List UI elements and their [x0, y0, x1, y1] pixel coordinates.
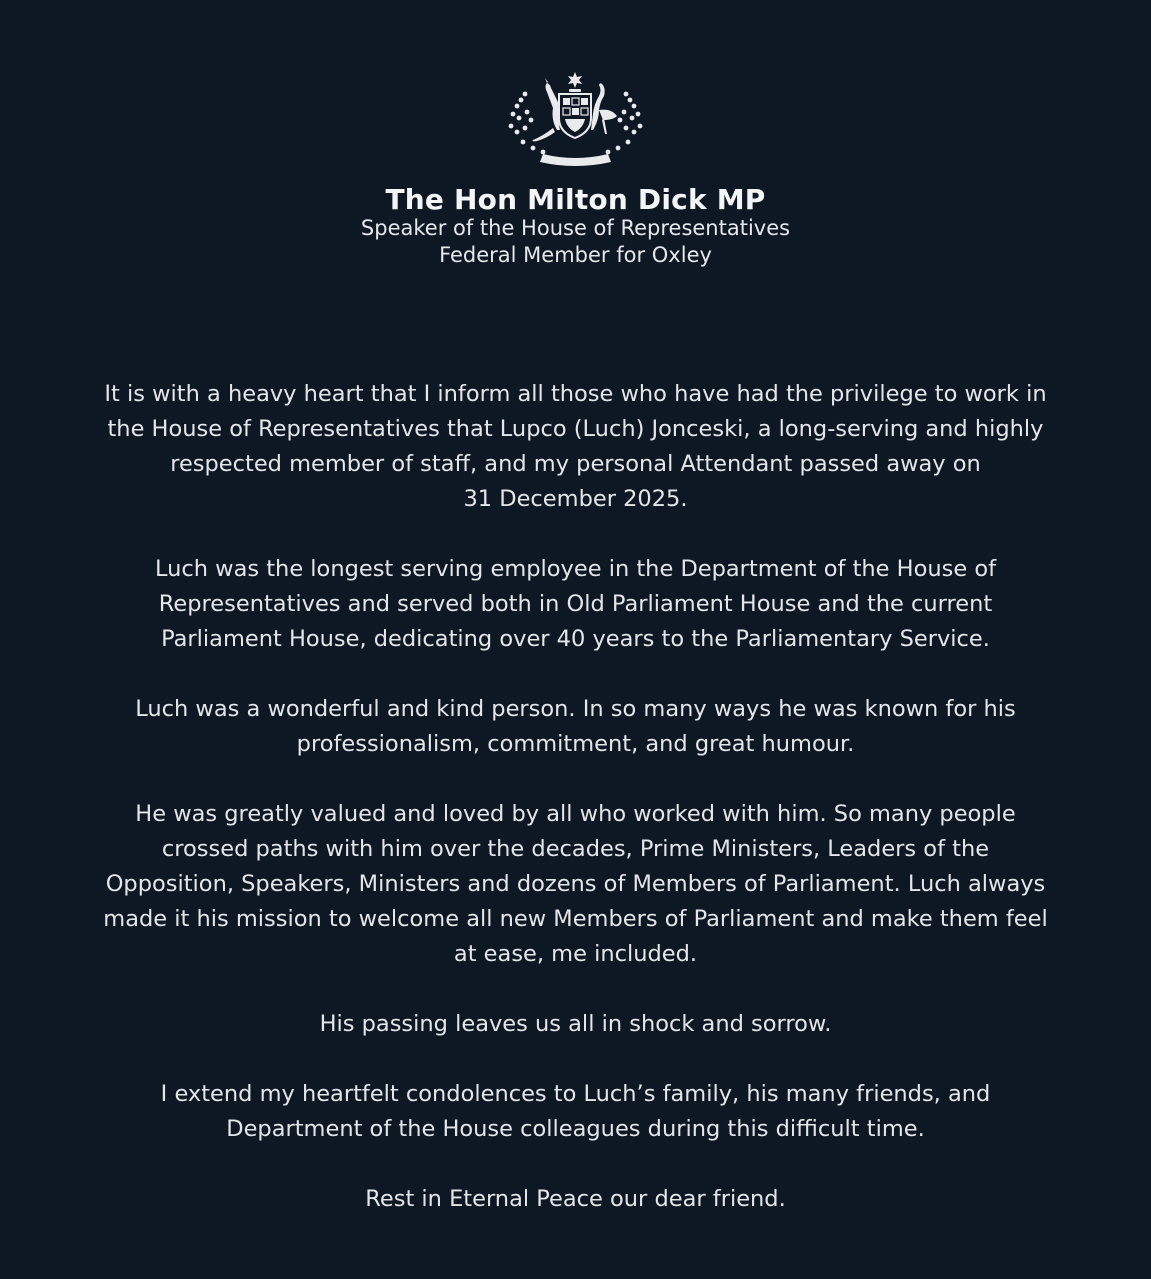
text-line: He was greatly valued and loved by all who worked with him. So many people [135, 801, 1016, 827]
paragraph-sorrow [30, 1007, 1121, 1042]
text-line: Rest in Eternal Peace our dear friend. [365, 1186, 786, 1212]
title-role: Speaker of the House of Representatives [360, 216, 791, 240]
paragraph-condolences [30, 1077, 1121, 1147]
text-line: Representatives and served both in Old Parliament House and the current [158, 591, 993, 617]
text-line: Opposition, Speakers, Ministers and dozens of Members of Parliament. Luch always [105, 871, 1046, 897]
electorate-role: Federal Member for Oxley [439, 243, 712, 267]
coat-of-arms-icon [503, 70, 648, 170]
text-line: I extend my heartfelt condolences to Luch’s family, his many friends, and [160, 1081, 991, 1107]
paragraph-service [30, 552, 1121, 657]
text-line: Luch was a wonderful and kind person. In so many ways he was known for his [135, 696, 1016, 722]
text-line: crossed paths with him over the decades, Prime Ministers, Leaders of the [161, 836, 990, 862]
text-line: Department of the House colleagues during this difficult time. [226, 1116, 925, 1142]
text-line: at ease, me included. [453, 941, 698, 967]
statement-body [30, 377, 1121, 1252]
text-line: Parliament House, dedicating over 40 years to the Parliamentary Service. [161, 626, 990, 652]
text-line: Luch was the longest serving employee in the Department of the House of [154, 556, 997, 582]
text-line: 31 December 2025. [463, 486, 688, 512]
text-line: His passing leaves us all in shock and sorrow. [319, 1011, 832, 1037]
paragraph-legacy [30, 797, 1121, 972]
page-title: The Hon Milton Dick MP [385, 183, 766, 216]
paragraph-farewell [30, 1182, 1121, 1217]
text-line: It is with a heavy heart that I inform all those who have had the privilege to work in [104, 381, 1047, 407]
text-line: professionalism, commitment, and great humour. [296, 731, 855, 757]
text-line: made it his mission to welcome all new Members of Parliament and make them feel [103, 906, 1048, 932]
paragraph-character [30, 692, 1121, 762]
text-line: the House of Representatives that Lupco (Luch) Jonceski, a long-serving and highly [107, 416, 1044, 442]
text-line: respected member of staff, and my personal Attendant passed away on [170, 451, 981, 477]
paragraph-announcement [30, 377, 1121, 517]
